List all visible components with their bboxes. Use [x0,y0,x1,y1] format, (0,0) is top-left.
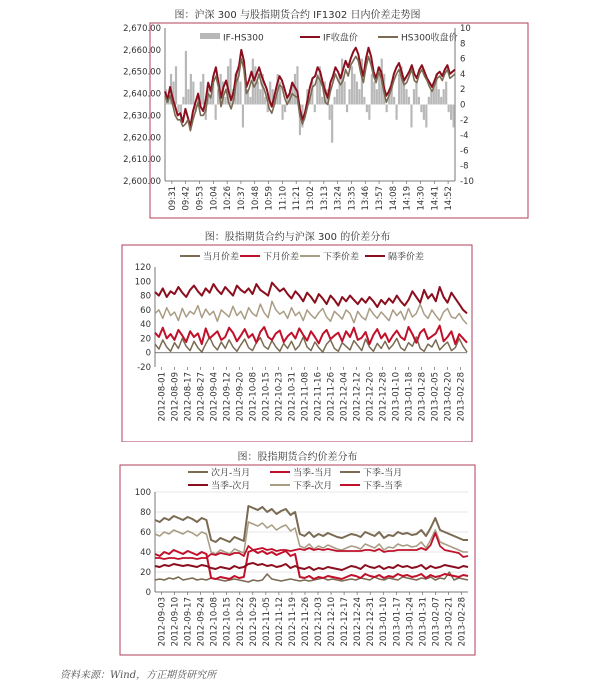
x-tick-label: 09:42 [181,186,192,211]
spread-bar [343,82,345,105]
spread-bar [368,105,370,120]
x-tick-label: 2012-09-17 [183,597,194,647]
spread-bar [175,66,177,104]
spread-bar [249,97,251,105]
legend-label: 当季-次月 [211,481,251,492]
x-tick-label: 13:02 [306,186,316,211]
y2-tick-label: 4 [460,69,466,80]
x-tick-label: 14:19 [402,186,413,211]
y-tick-label: 2,640.00 [123,89,161,100]
source-footer: 资料来源：Wind，方正期货研究所 [60,670,217,681]
series-line [155,506,468,542]
x-tick-label: 2012-09-20 [235,372,246,422]
x-tick-label: 2012-11-26 [326,372,337,422]
spread-bar [410,105,412,128]
x-tick-label: 2012-10-08 [248,372,259,422]
x-tick-label: 2013-02-28 [457,597,468,647]
x-tick-label: 2012-08-17 [183,372,194,422]
spread-bar [321,97,323,105]
spread-bar [353,74,355,105]
x-tick-label: 2013-01-31 [418,597,429,647]
x-tick-label: 11:21 [292,186,303,211]
x-tick-label: 2012-11-26 [300,597,311,647]
spread-bar [242,105,244,128]
spread-bar [445,82,447,105]
x-tick-label: 2012-09-24 [196,597,207,647]
spread-bar [425,105,427,128]
y2-tick-label: -8 [460,161,469,172]
x-tick-label: 2012-10-15 [222,597,233,647]
y-tick-label: 0 [145,588,151,598]
x-tick-label: 2012-08-09 [170,372,181,422]
y-tick-label: 60 [140,305,151,316]
x-tick-label: 2012-11-12 [274,597,285,647]
x-tick-label: 2012-08-27 [196,372,207,422]
y2-tick-label: -6 [460,146,469,157]
x-tick-label: 2012-09-10 [170,597,181,647]
spread-bar [257,82,259,105]
x-tick-label: 2012-12-31 [366,597,377,647]
x-tick-label: 13:46 [361,186,372,211]
x-tick-label: 2013-02-28 [456,372,467,422]
x-tick-label: 2012-09-12 [222,372,233,422]
y-tick-label: 20 [140,334,151,345]
spread-bar [215,105,217,120]
x-tick-label: 10:37 [236,186,247,211]
spread-bar [314,105,316,113]
x-tick-label: 14:30 [416,186,427,211]
legend-label: 下季-当季 [363,481,403,492]
y-tick-label: -20 [137,363,151,373]
spread-bar [440,97,442,105]
legend-label: 当季-当月 [293,468,333,479]
spread-bar [413,89,415,104]
x-tick-label: 2012-11-16 [313,372,324,422]
x-tick-label: 2013-01-10 [379,597,390,647]
legend-label: 下季-次月 [293,481,333,492]
x-tick-label: 2013-01-18 [404,372,415,422]
x-tick-label: 11:10 [278,186,289,211]
x-tick-label: 2012-10-23 [274,372,285,422]
y-tick-label: 40 [140,548,151,558]
series-line [155,326,467,345]
spread-bar [366,105,368,113]
x-tick-label: 2012-10-08 [209,597,220,647]
y-tick-label: 2,630.00 [123,111,161,122]
legend-label: 下月价差 [263,252,300,263]
legend-label: 当月价差 [203,252,240,263]
spread-bar [356,82,358,105]
y-tick-label: 2,670.00 [123,24,161,34]
spread-bar [371,74,373,105]
spread-bar [420,105,422,113]
contract-hs300-spread-chart [0,242,595,442]
x-tick-label: 2013-02-05 [430,372,441,422]
legend-label: 下季价差 [323,252,360,263]
spread-bar [334,97,336,105]
spread-bar [281,105,283,120]
x-tick-label: 2012-11-19 [287,597,298,647]
spread-bar [202,74,204,105]
x-tick-label: 2012-11-05 [261,597,272,647]
spread-bar [373,82,375,105]
x-tick-label: 2012-09-04 [209,372,220,422]
x-tick-label: 2012-12-12 [352,372,363,422]
x-tick-label: 2013-01-28 [417,372,428,422]
spread-bar [376,89,378,104]
x-tick-label: 09:53 [195,186,206,211]
spread-bar [415,82,417,105]
legend-label: HS300收盘价 [401,33,458,44]
x-tick-label: 2012-12-20 [365,372,376,422]
spread-bar [177,105,179,113]
spread-bar [363,97,365,105]
spread-bar [438,89,440,104]
spread-bar [284,105,286,113]
legend-label: 下季-当月 [363,468,403,479]
spread-bar [329,105,331,120]
y-tick-label: 100 [134,488,151,498]
y-tick-label: 2,610.00 [123,155,161,166]
x-tick-label: 2013-02-07 [431,597,442,647]
x-tick-label: 14:08 [388,186,399,211]
x-tick-label: 10:59 [264,186,275,211]
legend-label: 次月-当月 [211,468,251,479]
x-tick-label: 2012-10-31 [287,372,298,422]
spread-bar [182,97,184,105]
spread-bar [423,105,425,120]
x-tick-label: 2013-01-24 [405,597,416,647]
spread-bar [428,97,430,105]
y-tick-label: 40 [140,320,151,331]
y2-tick-label: -2 [460,115,469,126]
x-tick-label: 2012-08-01 [157,372,168,422]
spread-bar [358,89,360,104]
x-tick-label: 2012-10-29 [248,597,259,647]
spread-bar [408,97,410,105]
series-line [155,283,467,314]
chart-2-title: 图：股指期货合约与沪深 300 的价差分布 [204,232,391,243]
x-tick-label: 2012-12-17 [340,597,351,647]
spread-bar [224,97,226,105]
x-tick-label: 14:52 [444,186,455,211]
spread-bar [448,105,450,113]
x-tick-label: 2013-01-10 [391,372,402,422]
spread-bar [351,66,353,104]
y2-tick-label: 2 [460,85,466,96]
spread-bar [187,89,189,104]
spread-bar [386,105,388,113]
y2-tick-label: 0 [460,100,466,111]
x-tick-label: 13:57 [375,186,386,211]
spread-bar [331,105,333,143]
spread-bar [443,89,445,104]
x-tick-label: 10:26 [223,186,234,211]
series-line [155,563,468,570]
spread-bar [336,89,338,104]
x-tick-label: 2012-12-28 [378,372,389,422]
spread-bar [348,89,350,104]
spread-bar [185,51,187,105]
y-tick-label: 2,600.00 [123,177,161,187]
x-tick-label: 2012-12-04 [339,372,350,422]
x-tick-label: 2013-02-21 [444,597,455,647]
y-tick-label: 80 [140,508,151,518]
spread-bar [405,89,407,104]
spread-bar [259,89,261,104]
x-tick-label: 2012-12-03 [314,597,325,647]
spread-bar [393,97,395,105]
spread-bar [190,74,192,105]
x-tick-label: 13:24 [333,186,344,211]
y-tick-label: 80 [140,291,151,302]
x-tick-label: 13:13 [319,186,330,211]
spread-bar [398,74,400,105]
y-tick-label: 120 [134,263,151,273]
x-tick-label: 10:48 [250,186,261,211]
y-tick-label: 2,620.00 [123,133,161,144]
x-tick-label: 10:04 [209,186,220,211]
y-tick-label: 60 [140,528,151,538]
spread-bar [396,105,398,120]
x-tick-label: 2012-10-22 [235,597,246,647]
legend-swatch [200,33,220,39]
series-line [155,301,467,324]
legend-label: IF-HS300 [223,33,264,44]
intraday-spread-chart [0,20,595,220]
y2-tick-label: -4 [460,131,469,142]
chart-3-title: 图：股指期货合约价差分布 [237,452,358,463]
x-tick-label: 14:41 [430,186,441,211]
spread-bar [192,82,194,105]
y-tick-label: 20 [140,568,151,578]
chart-1-title: 图：沪深 300 与股指期货合约 IF1302 日内价差走势图 [174,10,421,21]
y2-tick-label: 6 [460,54,466,65]
y-tick-label: 0 [145,348,151,359]
contract-spread-distribution-chart [0,462,595,657]
y-tick-label: 100 [134,277,151,288]
x-tick-label: 2013-02-20 [443,372,454,422]
spread-bar [346,105,348,113]
x-tick-label: 2013-01-17 [392,597,403,647]
y2-tick-label: -10 [460,177,474,187]
spread-bar [450,105,452,120]
spread-bar [453,105,455,128]
spread-bar [418,97,420,105]
x-tick-label: 2012-09-03 [157,597,168,647]
x-tick-label: 2012-12-10 [327,597,338,647]
x-tick-label: 13:35 [347,186,358,211]
x-tick-label: 2012-10-15 [261,372,272,422]
x-tick-label: 2012-12-24 [353,597,364,647]
x-tick-label: 09:31 [167,186,178,211]
y-tick-label: 2,660.00 [123,45,161,56]
spread-bar [239,82,241,105]
y2-tick-label: 10 [460,24,471,34]
legend-label: 隔季价差 [388,252,425,263]
legend-label: IF收盘价 [323,33,358,44]
y2-tick-label: 8 [460,39,466,50]
x-tick-label: 2012-11-08 [300,372,311,422]
y-tick-label: 2,650.00 [123,67,161,78]
